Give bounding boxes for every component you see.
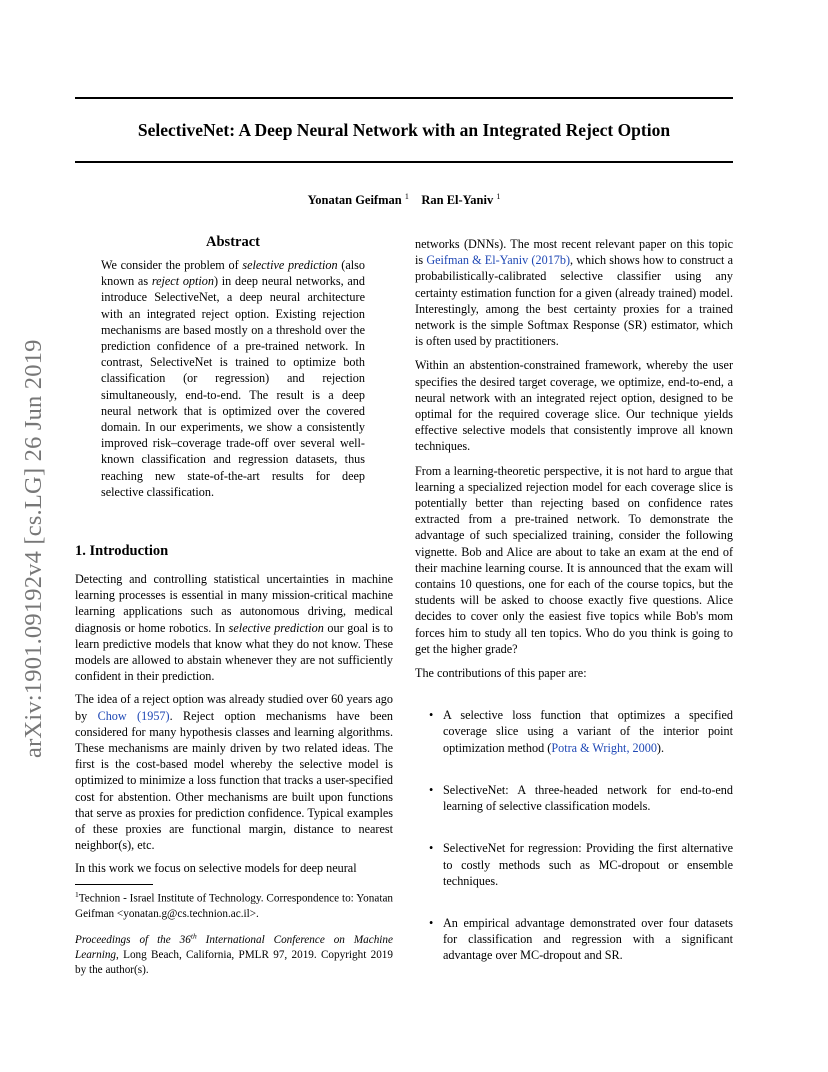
title-rule-bottom	[75, 161, 733, 163]
paragraph: In this work we focus on selective models for deep neural	[75, 861, 357, 876]
paragraph: From a learning-theoretic perspective, it is not hard to argue that learning a specialized rejection model for each coverage slice is potentially better than rejecting based on confidence rates extracted from a pre-trained network. To demonstrate the advantage of such specialized training, consider the following vignette. Bob and Alice are about to take an exam at the end of their machine learning course. It is announced that the exam will contains 10 questions, one for each of the course topics, but the students will be asked to choose exactly five questions. Alice decides to cover only the easiest five topics while Bob's mom forces him to study all ten topics. Who do you think is going to get the higher grade?	[415, 463, 733, 656]
citation-link[interactable]: Potra & Wright, 2000	[551, 740, 657, 755]
section-heading-introduction: 1. Introduction	[75, 543, 169, 559]
affiliation-mark: 1	[404, 192, 409, 201]
abstract-heading: Abstract	[206, 234, 260, 250]
citation-link[interactable]: Chow (1957)	[97, 708, 170, 723]
citation-link[interactable]: Geifman & El-Yaniv (2017b)	[426, 253, 571, 268]
bullet-icon: •	[429, 915, 434, 930]
contributions-list	[415, 707, 733, 963]
footnote-rule	[75, 884, 153, 885]
title-rule-top	[75, 97, 733, 99]
footnote-affiliation: $^1$Technion - Israel Institute of Technology. Correspondence to: Yonatan Geifman <yonatan.g@cs.technion.ac.il>.	[75, 890, 393, 920]
author-list	[75, 192, 733, 208]
introduction-body	[75, 571, 393, 884]
list-item: • SelectiveNet for regression: Providing the first alternative to costly methods such as MC-dropout or ensemble techniques.	[429, 841, 733, 888]
paragraph: Detecting and controlling statistical uncertainties in machine learning processes is essential in many mission-critical machine learning applications such as autonomous driving, medical diagnosis or home robotics. In selective prediction our goal is to learn predictive models that know what they do not know. These models are allowed to abstain whenever they are not sufficiently confident in their prediction.	[75, 572, 393, 684]
bullet-icon: •	[429, 782, 434, 797]
paper-title: SelectiveNet: A Deep Neural Network with an Integrated Reject Option	[137, 120, 671, 140]
list-item: • SelectiveNet: A three-headed network for end-to-end learning of selective classification models.	[429, 782, 733, 814]
list-item: • A selective loss function that optimizes a specified coverage slice using a variant of the interior point optimization method (Potra & Wright, 2000).	[429, 708, 733, 755]
right-column-body	[415, 236, 733, 990]
abstract-text: We consider the problem of selective prediction (also known as reject option) in deep neural networks, and introduce SelectiveNet, a deep neural architecture with an integrated reject option. Existing rejection mechanisms are based mostly on a threshold over the prediction confidence of a pre-trained network. In contrast, SelectiveNet is trained to optimize both classification (or regression) and rejection simultaneously, end-to-end. The result is a deep neural network that is optimized over the covered domain. In our experiments, we show a consistently improved risk–coverage trade-off over several well-known classification and regression datasets, thus reaching new state-of-the-art results for deep selective classification.	[101, 258, 365, 499]
author-name: Yonatan Geifman	[307, 193, 402, 208]
author-name: Ran El-Yaniv	[421, 193, 494, 208]
paragraph: The idea of a reject option was already studied over 60 years ago by Chow (1957). Reject option mechanisms have been considered for many hypothesis classes and learning algorithms. These mechanisms are mainly driven by two related ideas. The first is the cost-based model whereby the selective model is optimized to minimize a loss function that tracks a user-specified cost for abstention. Other mechanisms are built upon functions that serve as proxies for prediction confidence. Typical examples of these proxies are functional margin, distance to nearest neighbor(s), etc.	[75, 692, 393, 853]
proceedings-notice: Proceedings of the 36th International Conference on Machine Learning, Long Beach, California, PMLR 97, 2019. Copyright 2019 by the author(s).	[75, 931, 393, 976]
paragraph: networks (DNNs). The most recent relevant paper on this topic is Geifman & El-Yaniv (2017b), which shows how to construct a probabilistically-calibrated selective classifier using any certainty estimation function for a given (already trained) model. Interestingly, among the best certainty proxies for a trained network is the simple Softmax Response (SR) estimator, which is often used by practitioners.	[415, 237, 733, 349]
paragraph: The contributions of this paper are:	[415, 666, 587, 681]
arxiv-watermark: arXiv:1901.09192v4 [cs.LG] 26 Jun 2019	[20, 339, 47, 758]
bullet-icon: •	[429, 708, 434, 723]
affiliation-mark: 1	[496, 192, 501, 201]
list-item: • An empirical advantage demonstrated over four datasets for classification and regression with a significant advantage over MC-dropout and SR.	[429, 915, 733, 963]
bullet-icon: •	[429, 841, 434, 856]
paragraph: Within an abstention-constrained framework, whereby the user specifies the desired target coverage, we optimize, end-to-end, a neural network with an integrated reject option, designed to be optimal for the required coverage slice. Our technique yields effective selective models that consistently improve all known techniques.	[415, 358, 733, 454]
